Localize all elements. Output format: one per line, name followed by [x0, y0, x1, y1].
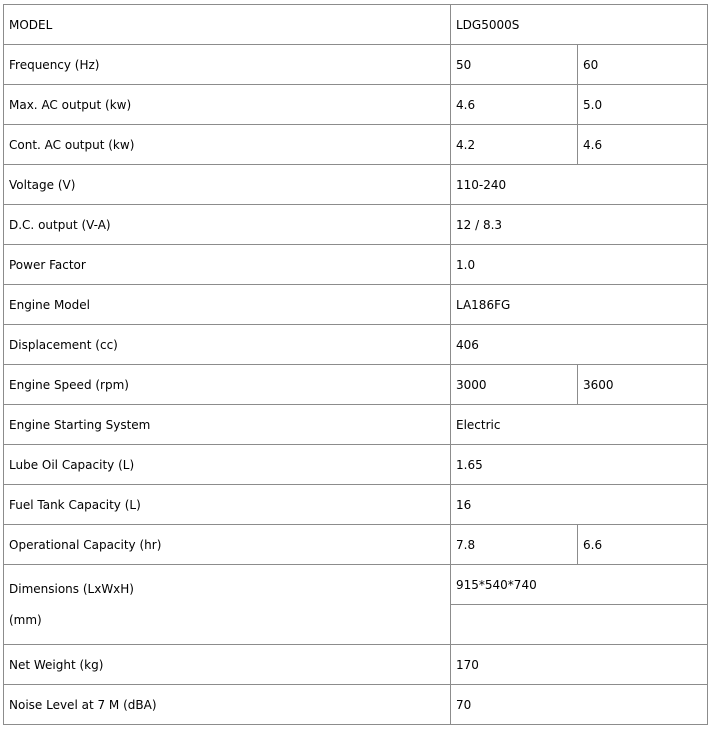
- table-row-starting-system: [4, 405, 708, 445]
- row-value-50hz: 4.2: [451, 125, 578, 165]
- table-row-engine-model: [4, 285, 708, 325]
- row-label-line1: Dimensions (LxWxH): [9, 581, 134, 596]
- row-label: Noise Level at 7 M (dBA): [4, 685, 451, 725]
- table-row-displacement: [4, 325, 708, 365]
- table-row-lube-oil: [4, 445, 708, 485]
- table-row-model: [4, 5, 708, 45]
- row-value: 110-240: [451, 165, 708, 205]
- row-value-50hz: 3000: [451, 365, 578, 405]
- table-row-noise-level: [4, 685, 708, 725]
- row-value: 1.0: [451, 245, 708, 285]
- table-row-frequency: [4, 45, 708, 85]
- table-row-max-ac-output: [4, 85, 708, 125]
- row-label: Engine Speed (rpm): [4, 365, 451, 405]
- row-value-50hz: 7.8: [451, 525, 578, 565]
- row-label: Max. AC output (kw): [4, 85, 451, 125]
- row-label: Net Weight (kg): [4, 645, 451, 685]
- table-row-net-weight: [4, 645, 708, 685]
- row-label: Engine Model: [4, 285, 451, 325]
- row-label: Displacement (cc): [4, 325, 451, 365]
- row-label: Engine Starting System: [4, 405, 451, 445]
- row-value-60hz: 4.6: [578, 125, 708, 165]
- row-value: 170: [451, 645, 708, 685]
- row-label: Cont. AC output (kw): [4, 125, 451, 165]
- row-value: LA186FG: [451, 285, 708, 325]
- spec-table: [3, 4, 708, 725]
- row-value-60hz: 3600: [578, 365, 708, 405]
- row-label-line2: (mm): [9, 612, 42, 627]
- row-label: Lube Oil Capacity (L): [4, 445, 451, 485]
- table-row-engine-speed: [4, 365, 708, 405]
- row-label: D.C. output (V-A): [4, 205, 451, 245]
- row-label: Fuel Tank Capacity (L): [4, 485, 451, 525]
- empty-cell: [451, 605, 708, 645]
- row-value: 406: [451, 325, 708, 365]
- table-row-fuel-tank: [4, 485, 708, 525]
- row-label: Power Factor: [4, 245, 451, 285]
- row-label: MODEL: [4, 5, 451, 45]
- table-row-dimensions: [4, 565, 708, 605]
- table-row-operational-capacity: [4, 525, 708, 565]
- row-value: Electric: [451, 405, 708, 445]
- row-label: Operational Capacity (hr): [4, 525, 451, 565]
- table-row-power-factor: [4, 245, 708, 285]
- row-value-50hz: 50: [451, 45, 578, 85]
- row-value: 16: [451, 485, 708, 525]
- table-row-cont-ac-output: [4, 125, 708, 165]
- row-value-60hz: 6.6: [578, 525, 708, 565]
- row-value: 70: [451, 685, 708, 725]
- row-value: 12 / 8.3: [451, 205, 708, 245]
- row-value: LDG5000S: [451, 5, 708, 45]
- row-value: 1.65: [451, 445, 708, 485]
- row-value-60hz: 5.0: [578, 85, 708, 125]
- row-value: 915*540*740: [451, 565, 708, 605]
- row-label: [4, 565, 451, 645]
- table-row-dc-output: [4, 205, 708, 245]
- row-value-60hz: 60: [578, 45, 708, 85]
- row-value-50hz: 4.6: [451, 85, 578, 125]
- table-row-voltage: [4, 165, 708, 205]
- row-label: Frequency (Hz): [4, 45, 451, 85]
- row-label: Voltage (V): [4, 165, 451, 205]
